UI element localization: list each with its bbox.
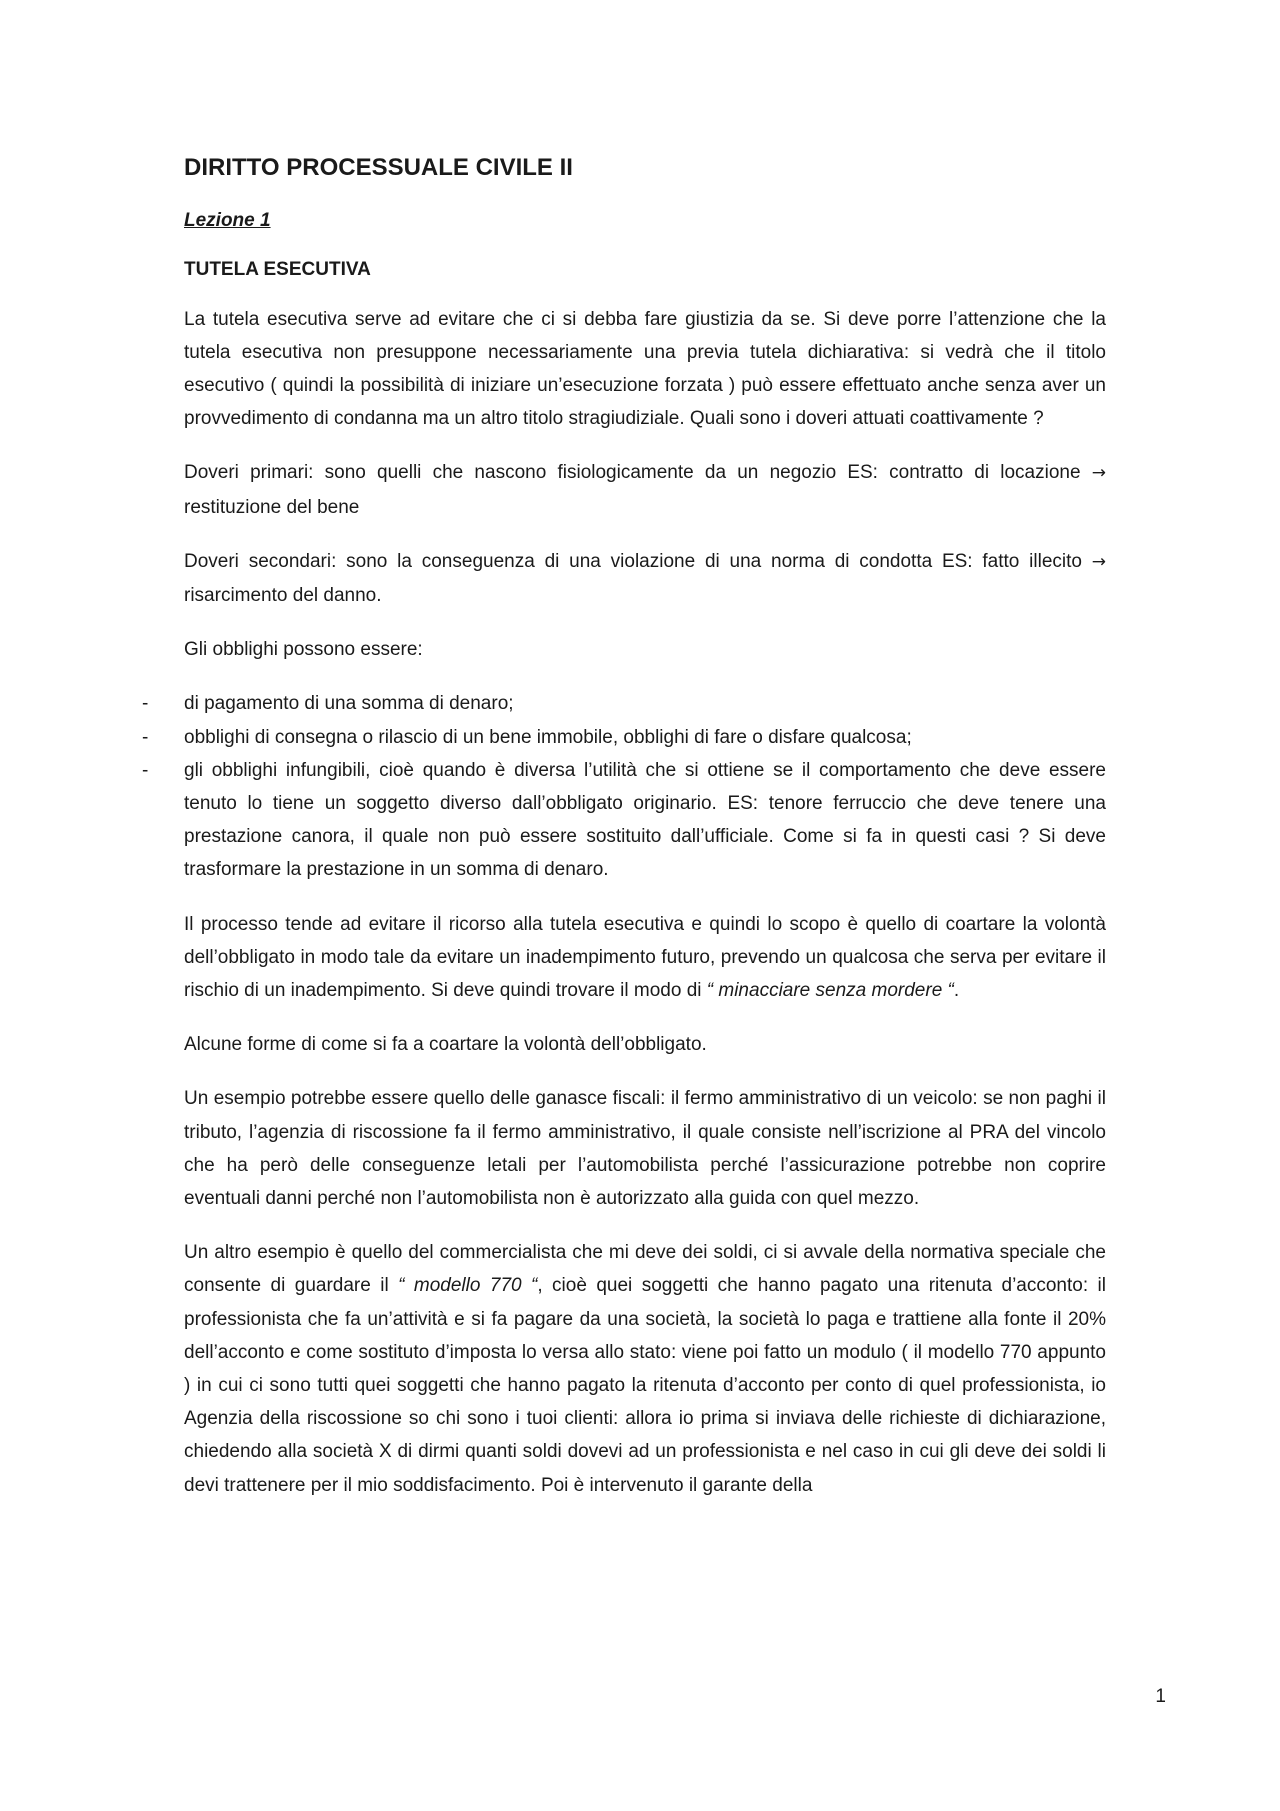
list-item-text: obblighi di consegna o rilascio di un bene immobile, obblighi di fare o disfare qualcosa; <box>184 726 912 748</box>
paragraph-text: restituzione del bene <box>184 496 360 518</box>
paragraph-intro: La tutela esecutiva serve ad evitare che ci si debba fare giustizia da se. Si deve porre l’attenzione che la tutela esecutiva non presuppone necessariamente una previa tutela dichiarativa: si vedrà che il titolo esecutivo ( quindi la possibilità di iniziare un’esecuzione forzata ) può essere effettuato anche senza aver un provvedimento di condanna ma un altro titolo stragiudiziale. Quali sono i doveri attuati coattivamente ? <box>184 308 1106 430</box>
paragraph-text: . <box>953 980 960 1002</box>
section-title: TUTELA ESECUTIVA <box>184 258 371 280</box>
list-item <box>142 687 1106 720</box>
document-title: DIRITTO PROCESSUALE CIVILE II <box>184 154 573 181</box>
paragraph-text: Un altro esempio è quello del commercialista che mi deve dei soldi, ci si avvale della normativa speciale che consente di guardare il <box>184 1242 1106 1297</box>
paragraph-secondary-duties <box>184 545 1106 612</box>
paragraph-coercion-forms: Alcune forme di come si fa a coartare la volontà dell’obbligato. <box>184 1034 707 1056</box>
paragraph-tax-clamps-example: Un esempio potrebbe essere quello delle ganasce fiscali: il fermo amministrativo di un veicolo: se non paghi il tributo, l’agenzia di riscossione fa il fermo amministrativo, il quale consiste nell’iscrizione al PRA del vincolo che ha però delle conseguenze letali per l’automobilista perché l’assicurazione potrebbe non coprire eventuali danni perché non l’automobilista non è autorizzato alla guida con quel mezzo. <box>184 1088 1106 1210</box>
paragraph-text: Il processo tende ad evitare il ricorso alla tutela esecutiva e quindi lo scopo è quello di coartare la volontà dell’obbligato in modo tale da evitare un inadempimento futuro, prevendo un qualcosa che serva per evitare il rischio di un inadempimento. Si deve quindi trovare il modo di <box>184 913 1106 1002</box>
paragraph-text: Doveri primari: sono quelli che nascono fisiologicamente da un negozio ES: contratto di locazione <box>184 462 1092 484</box>
bullet-dash: - <box>142 693 149 715</box>
list-item <box>142 721 1106 754</box>
bullet-dash: - <box>142 726 149 748</box>
arrow-right-icon: → <box>1091 463 1106 484</box>
paragraph-primary-duties <box>184 456 1106 523</box>
lesson-heading: Lezione 1 <box>184 210 271 232</box>
list-item <box>142 754 1106 887</box>
paragraph-model-770-example <box>184 1236 1106 1502</box>
paragraph-text: risarcimento del danno. <box>184 584 382 606</box>
italic-quote: “ modello 770 “ <box>398 1275 538 1297</box>
bullet-dash: - <box>142 759 149 781</box>
list-item-text: gli obblighi infungibili, cioè quando è diversa l’utilità che si ottiene se il comportamento che deve essere tenuto lo tiene un soggetto diverso dall’obbligato originario. ES: tenore ferruccio che deve tenere una prestazione canora, il quale non può essere sostituito dall’ufficiale. Come si fa in questi casi ? Si deve trasformare la prestazione in un somma di denaro. <box>184 759 1106 881</box>
paragraph-text: , cioè quei soggetti che hanno pagato una ritenuta d’acconto: il professionista che fa un’attività e si fa pagare da una società, la società lo paga e trattiene alla fonte il 20% dell’acconto e come sostituto d’imposta lo versa allo stato: viene poi fatto un modulo ( il modello 770 appunto ) in cui ci sono tutti quei soggetti che hanno pagato la ritenuta d’acconto per conto di quel professionista, io Agenzia della riscossione so chi sono i tuoi clienti: allora io prima si inviava delle richieste di dichiarazione, chiedendo alla società X di dirmi quanti soldi dovevi ad un professionista e nel caso in cui gli deve dei soldi li devi trattenere per il mio soddisfacimento. Poi è intervenuto il garante della <box>184 1275 1106 1496</box>
arrow-right-icon: → <box>1091 551 1106 572</box>
paragraph-process-goal <box>184 908 1106 1008</box>
document-body <box>142 152 1106 1523</box>
paragraph-obligations-intro: Gli obblighi possono essere: <box>184 639 423 661</box>
page-number: 1 <box>1155 1686 1166 1707</box>
italic-quote: “ minacciare senza mordere “ <box>706 980 954 1002</box>
obligations-list <box>142 687 1106 886</box>
paragraph-text: Doveri secondari: sono la conseguenza di una violazione di una norma di condotta ES: fatto illecito <box>184 550 1092 572</box>
list-item-text: di pagamento di una somma di denaro; <box>184 693 514 715</box>
